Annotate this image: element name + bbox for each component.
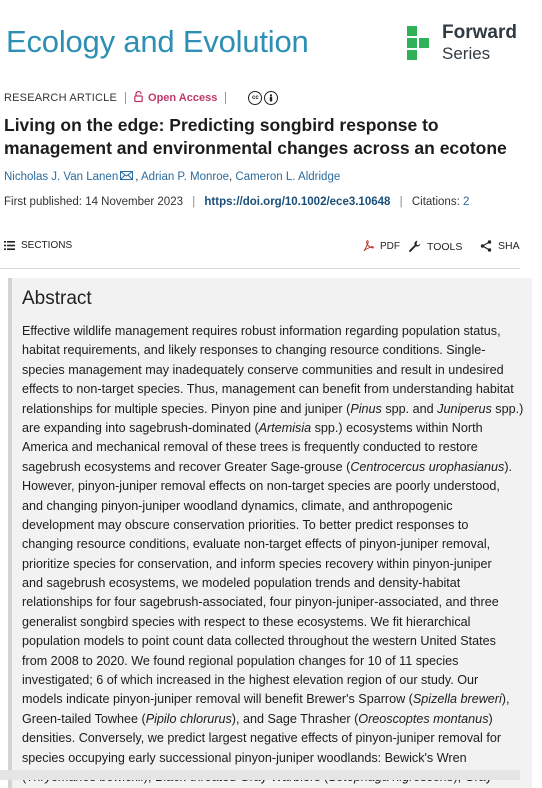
abstract-text-span: relationships for multiple species. Pinyon pine and juniper ( xyxy=(22,401,351,416)
abstract-text-span: habitat requirements, and likely responses to changing resource conditions. Single- xyxy=(22,343,486,358)
abstract-line xyxy=(22,593,542,612)
abstract-text-span: investigated; 6 of which increased in the highest elevation region of our study. Our xyxy=(22,673,479,688)
publisher-series: Series xyxy=(442,44,491,63)
abstract-text-span: effects to non-target species. Thus, management can benefit from understanding habitat xyxy=(22,382,514,397)
citations-count-link[interactable]: 2 xyxy=(462,196,470,208)
abstract-text-span: Effective wildlife management requires robust information regarding population status, xyxy=(22,324,501,338)
abstract-line xyxy=(22,380,542,399)
pdf-button[interactable] xyxy=(362,240,400,252)
abstract-text-span: sagebrush ecosystems and recover Greater Sage-grouse ( xyxy=(22,459,351,474)
abstract-text-span: However, pinyon-juniper removal effects on non-target species are poorly understood, xyxy=(22,479,500,494)
abstract-text-span: and sagebrush ecosystems, we modeled population trends and density-habitat xyxy=(22,576,461,591)
tools-label: TOOLS xyxy=(427,240,463,253)
abstract-line xyxy=(22,729,542,748)
abstract-text-span: spp.) xyxy=(491,401,524,416)
doi-link[interactable]: https://doi.org/10.1002/ece3.10648 xyxy=(204,196,391,208)
abstract-line xyxy=(22,613,542,632)
abstract-text-span: are expanding into sagebrush-dominated ( xyxy=(22,420,259,435)
species-name: Pinus xyxy=(350,401,382,416)
abstract-line xyxy=(22,400,542,419)
forward-series-logo-icon xyxy=(405,26,445,62)
article-toolbar xyxy=(0,234,520,260)
share-button[interactable] xyxy=(480,240,520,252)
author-link[interactable]: Adrian P. Monroe xyxy=(141,171,230,183)
author-link[interactable]: Nicholas J. Van Lanen xyxy=(4,171,119,183)
publisher-name: Forward xyxy=(442,22,517,43)
creative-commons-license-icon[interactable] xyxy=(248,91,278,105)
abstract-text-span: and changing pinyon-juniper woodland dynamics, climate, and anthropogenic xyxy=(22,498,453,513)
abstract-line xyxy=(22,671,542,690)
pdf-label: PDF xyxy=(380,240,400,252)
species-name: Spizella breweri xyxy=(412,692,502,707)
abstract-line xyxy=(22,497,542,516)
abstract-text-span: spp.) ecosystems within North xyxy=(311,420,483,435)
divider xyxy=(225,92,226,104)
abstract-line xyxy=(22,555,542,574)
sections-label: SECTIONS xyxy=(21,240,73,251)
abstract-line xyxy=(22,710,542,729)
abstract-text-span: prioritize species for conservation, and inform species recovery within pinyon-juniper xyxy=(22,556,492,571)
first-published-label: First published: xyxy=(4,196,82,208)
share-icon xyxy=(480,240,492,252)
wrench-icon xyxy=(408,240,421,253)
divider xyxy=(0,268,520,269)
abstract-text-span: generalist songbird species with respect to these ecosystems. We fit hierarchical xyxy=(22,614,471,629)
abstract-line xyxy=(22,574,542,593)
bottom-strip xyxy=(0,770,520,780)
author-list: Nicholas J. Van Lanen , Adrian P. Monroe, Cameron L. Aldridge xyxy=(4,171,341,183)
share-label: SHA xyxy=(498,240,520,252)
abstract-text-span: species occupying early successional pinyon-juniper woodlands: Bewick's Wren xyxy=(22,750,467,765)
article-type: RESEARCH ARTICLE xyxy=(4,92,118,104)
tools-button[interactable] xyxy=(408,240,462,253)
divider xyxy=(125,92,126,104)
species-name: Oreoscoptes montanus xyxy=(358,711,489,726)
abstract-text-span: development may obscure conservation priorities. To better predict responses to xyxy=(22,517,469,532)
abstract-text-span: ). xyxy=(504,459,513,474)
abstract-text-span: ), xyxy=(501,692,510,707)
publication-info: First published: 14 November 2023 | https://doi.org/10.1002/ece3.10648 | Citations: 2 xyxy=(4,196,470,208)
email-icon[interactable] xyxy=(120,171,133,183)
abstract-line xyxy=(22,419,542,438)
first-published-date: 14 November 2023 xyxy=(85,196,183,208)
abstract-line xyxy=(22,632,542,651)
citations-label: Citations: xyxy=(411,196,460,208)
menu-list-icon xyxy=(4,241,15,250)
abstract-text-span: changing resource conditions, evaluate non-target effects of pinyon-juniper removal, xyxy=(22,537,491,552)
attribution-icon xyxy=(264,91,278,105)
journal-title[interactable]: Ecology and Evolution xyxy=(6,24,309,59)
abstract-line xyxy=(22,438,542,457)
pdf-icon xyxy=(362,240,374,252)
cc-icon: cc xyxy=(248,91,262,105)
article-title: Living on the edge: Predicting songbird response to management and environmental changes across an ecotone xyxy=(4,115,507,158)
abstract-text-span: spp. and xyxy=(381,401,438,416)
abstract-text-span: population models to point count data collected throughout the western United States xyxy=(22,634,496,649)
abstract-line xyxy=(22,749,542,768)
abstract-text-span: America and mechanical removal of these trees is frequently conducted to restore xyxy=(22,440,478,455)
abstract-line xyxy=(22,322,542,341)
author-link[interactable]: Cameron L. Aldridge xyxy=(235,171,341,183)
abstract-line xyxy=(22,361,542,380)
abstract-text-span: Green-tailed Towhee ( xyxy=(22,711,146,726)
abstract-heading: Abstract xyxy=(22,288,92,309)
abstract-line xyxy=(22,652,542,671)
abstract-text-span: models indicate pinyon-juniper removal will benefit Brewer's Sparrow ( xyxy=(22,692,413,707)
species-name: Centrocercus urophasianus xyxy=(350,459,505,474)
abstract-line xyxy=(22,516,542,535)
lock-open-icon xyxy=(134,91,143,105)
abstract-text-span: species management may inadequately conserve communities and result in undesired xyxy=(22,362,504,377)
abstract-text-span: densities. Conversely, we predict largest negative effects of pinyon-juniper removal for xyxy=(22,731,502,746)
species-name: Artemisia xyxy=(258,420,312,435)
abstract-line xyxy=(22,535,542,554)
abstract-line xyxy=(22,341,542,360)
abstract-line xyxy=(22,477,542,496)
species-name: Juniperus xyxy=(437,401,492,416)
open-access-badge[interactable]: Open Access xyxy=(148,92,218,104)
abstract-line xyxy=(22,458,542,477)
sections-button[interactable] xyxy=(4,240,72,251)
abstract-text-span: ), and Sage Thrasher ( xyxy=(231,711,359,726)
abstract-text-span: from 2008 to 2020. We found regional population changes for 10 of 11 species xyxy=(22,653,459,668)
abstract-text-span: relationships for four sagebrush-associated, four pinyon-juniper-associated, and three xyxy=(22,595,499,610)
abstract-line xyxy=(22,690,542,709)
abstract-text xyxy=(22,322,542,787)
species-name: Pipilo chlorurus xyxy=(145,711,232,726)
abstract-text-span: ) xyxy=(488,711,493,726)
article-meta-row xyxy=(4,90,278,106)
